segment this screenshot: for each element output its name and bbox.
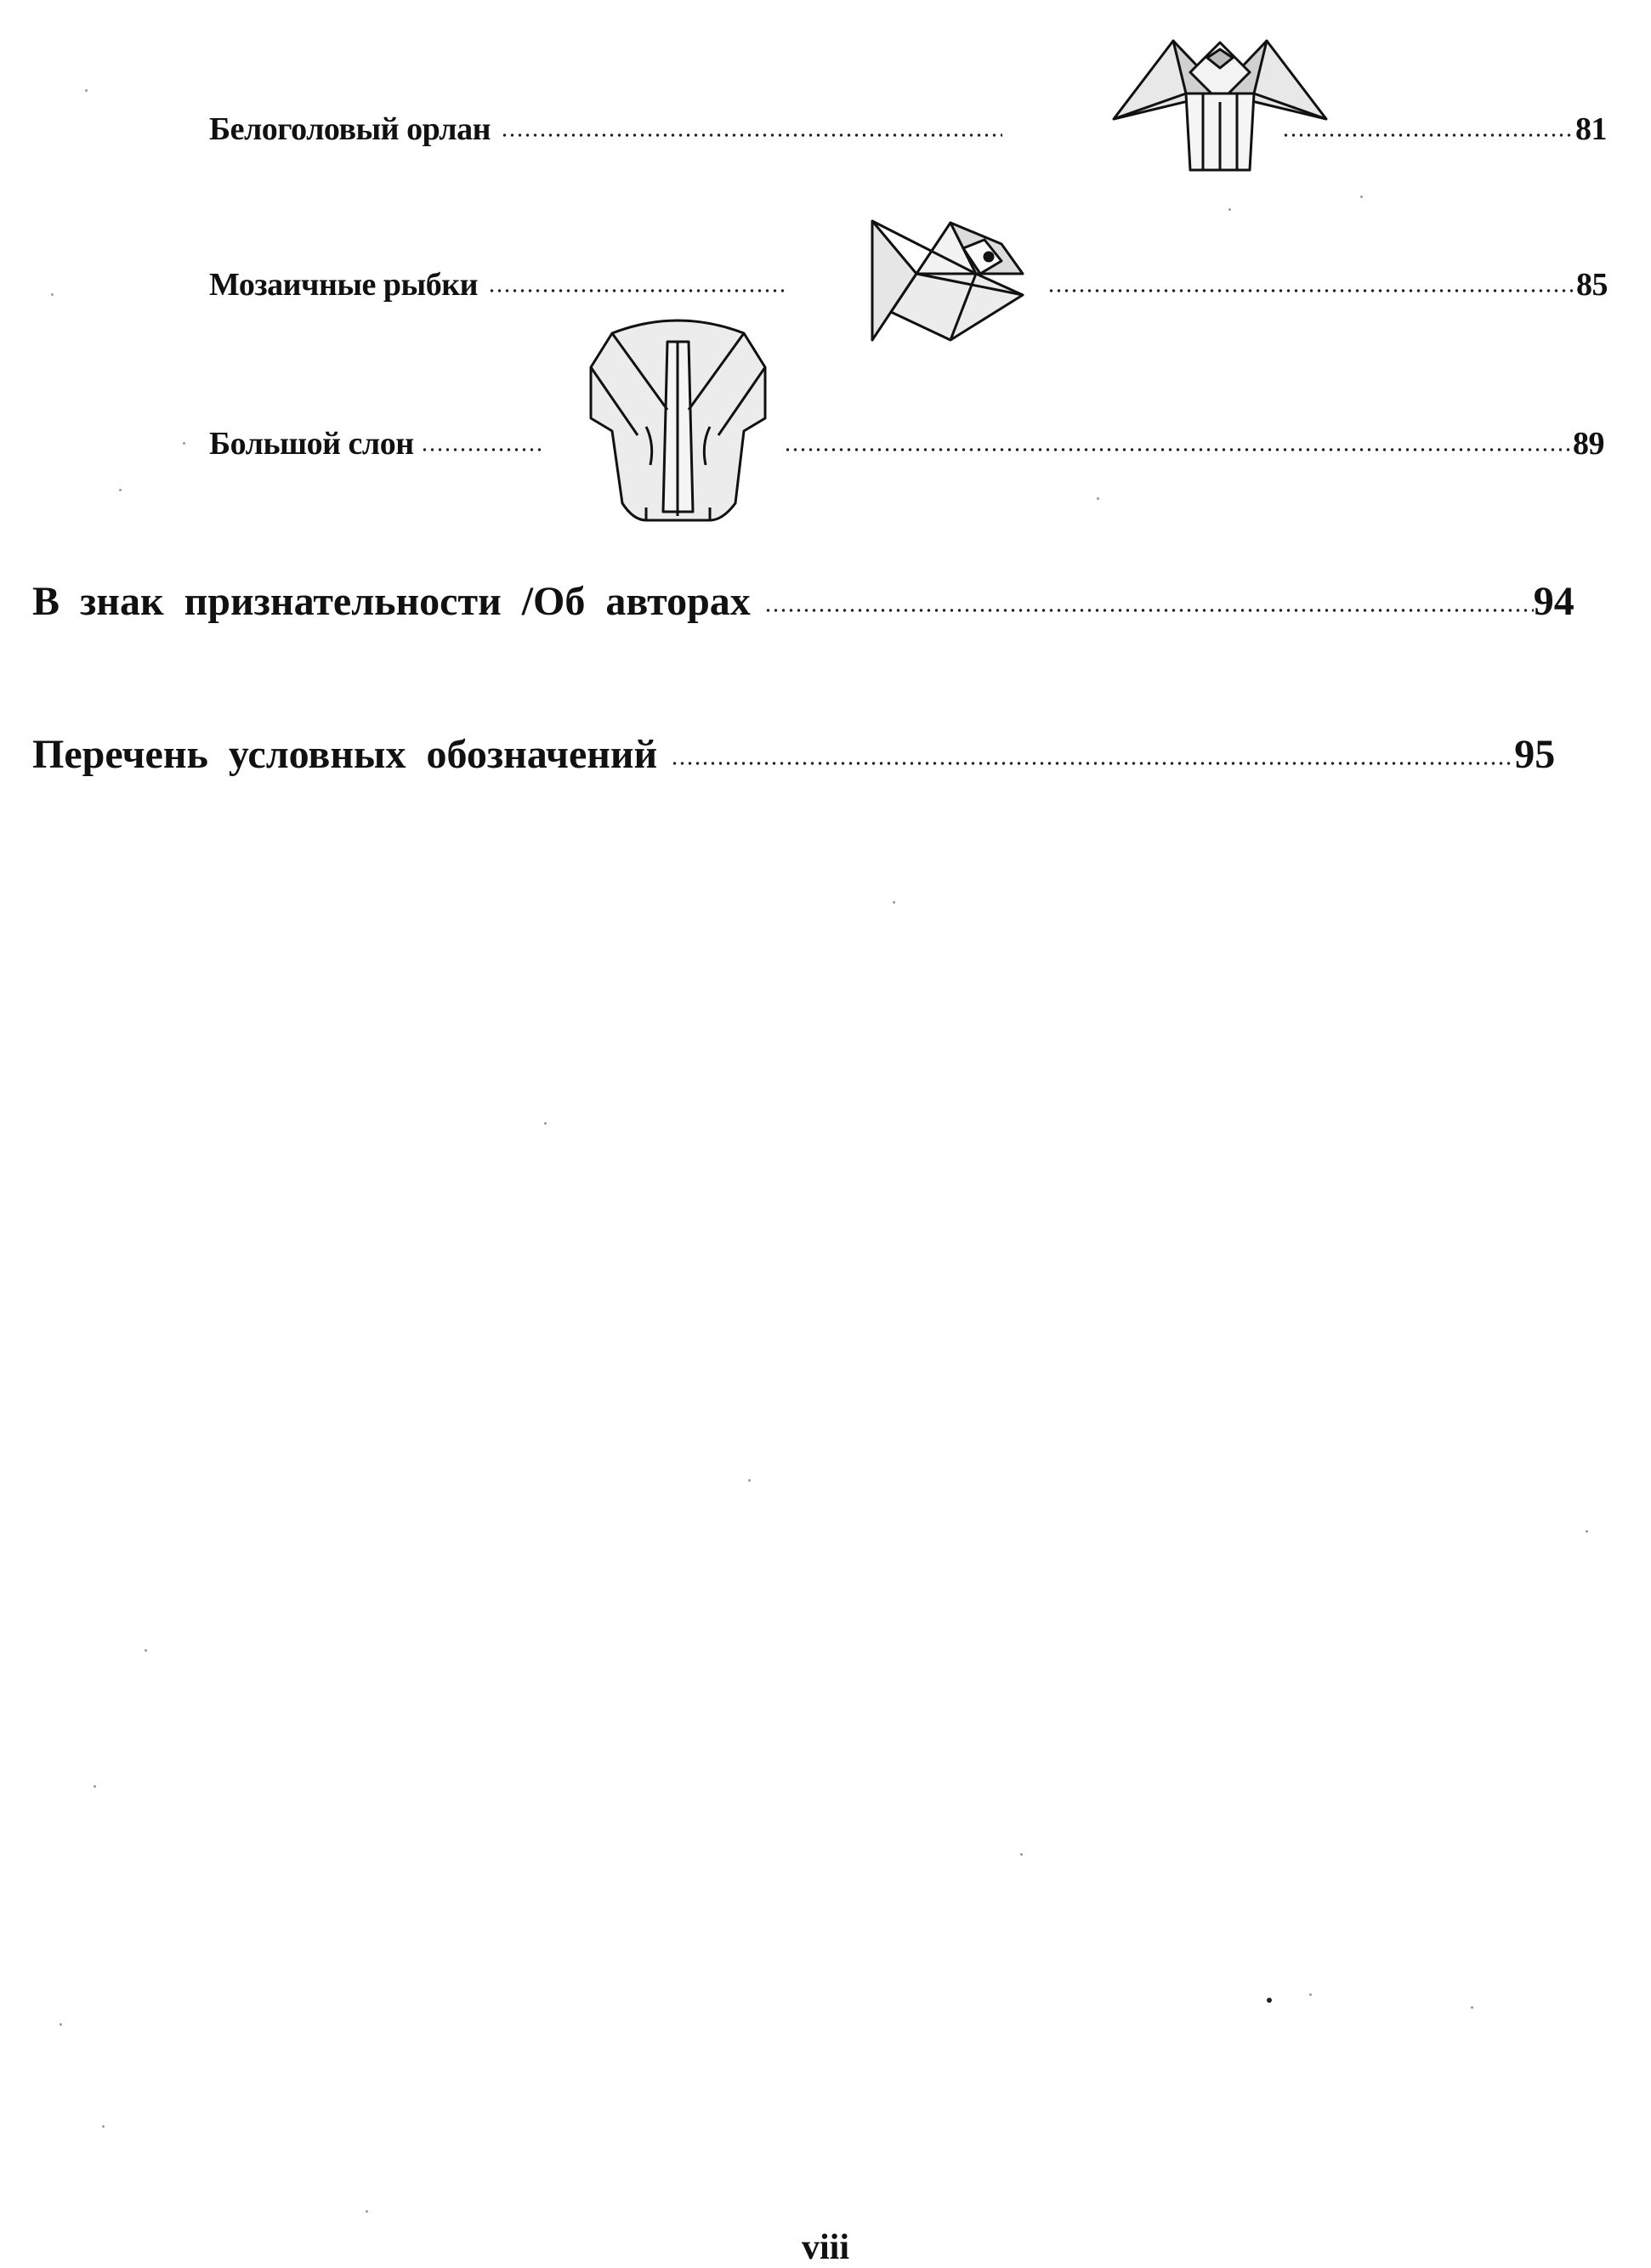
toc-entry-eagle[interactable] — [209, 111, 1002, 148]
dot-leader — [764, 606, 1534, 615]
toc-entry-title: Белоголовый орлан — [209, 111, 491, 147]
dot-leader — [421, 445, 542, 454]
toc-page-number: 95 — [1514, 732, 1556, 777]
toc-entry-legend[interactable] — [32, 731, 1555, 778]
dot-leader — [501, 131, 1002, 139]
toc-entry-title: Мозаичные рыбки — [209, 267, 478, 303]
elephant-origami-icon — [587, 316, 769, 524]
toc-entry-title: Большой слон — [209, 426, 414, 462]
toc-entry-elephant[interactable] — [209, 425, 542, 462]
toc-entry-title: В знак признательности /Об авторах — [32, 579, 751, 624]
toc-entry-fish-right — [1047, 266, 1608, 303]
toc-page-number: 81 — [1575, 111, 1607, 147]
eagle-origami-icon — [1105, 34, 1335, 179]
dot-leader — [1047, 286, 1576, 295]
toc-entry-title: Перечень условных обозначений — [32, 732, 658, 777]
dot-leader — [671, 759, 1514, 768]
toc-entry-elephant-right — [784, 425, 1604, 462]
dot-leader — [784, 445, 1573, 454]
dot-leader — [488, 286, 786, 295]
toc-entry-fish[interactable] — [209, 266, 786, 303]
toc-page-number: 89 — [1573, 426, 1604, 462]
toc-page-number: 94 — [1533, 579, 1574, 624]
toc-entry-acknowledgements[interactable] — [32, 578, 1574, 625]
toc-page-number: 85 — [1576, 267, 1608, 303]
page-number-footer: viii — [801, 2228, 849, 2267]
fish-origami-icon — [865, 214, 1027, 346]
